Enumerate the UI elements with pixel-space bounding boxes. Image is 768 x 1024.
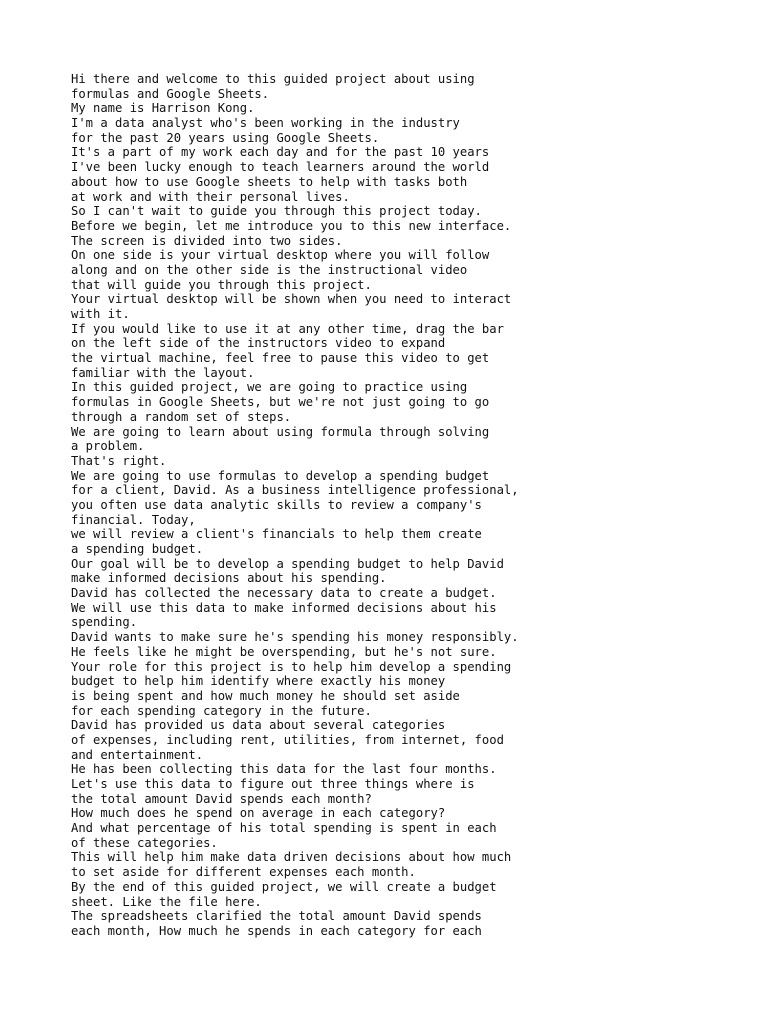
transcript-line: of expenses, including rent, utilities, from internet, food	[71, 732, 504, 747]
transcript-line: formulas and Google Sheets.	[71, 86, 270, 101]
transcript-line: at work and with their personal lives.	[71, 189, 350, 204]
transcript-line: Your virtual desktop will be shown when you need to interact	[71, 292, 512, 307]
transcript-line: Your role for this project is to help him develop a spending	[71, 659, 512, 674]
transcript-line: to set aside for different expenses each month.	[71, 865, 416, 880]
transcript-line: David has provided us data about several categories	[71, 718, 446, 733]
transcript-line: I've been lucky enough to teach learners around the world	[71, 160, 490, 175]
transcript-line: How much does he spend on average in each category?	[71, 806, 446, 821]
transcript-line: budget to help him identify where exactly his money	[71, 674, 446, 689]
transcript-line: formulas in Google Sheets, but we're not just going to go	[71, 395, 490, 410]
transcript-line: through a random set of steps.	[71, 409, 292, 424]
transcript-line: the virtual machine, feel free to pause this video to get	[71, 351, 490, 366]
transcript-line: He feels like he might be overspending, but he's not sure.	[71, 644, 497, 659]
transcript-line: The screen is divided into two sides.	[71, 233, 343, 248]
transcript-line: Our goal will be to develop a spending budget to help David	[71, 556, 504, 571]
transcript-line: is being spent and how much money he should set aside	[71, 688, 460, 703]
transcript-line: My name is Harrison Kong.	[71, 101, 255, 116]
transcript-line: a spending budget.	[71, 542, 204, 556]
transcript-line: Hi there and welcome to this guided project about using	[71, 72, 475, 86]
transcript-line: for a client, David. As a business intelligence professional,	[71, 483, 519, 498]
transcript-line: Before we begin, let me introduce you to this new interface.	[71, 218, 512, 233]
transcript-line: We are going to learn about using formula through solving	[71, 424, 490, 439]
transcript-line: on the left side of the instructors video to expand	[71, 336, 446, 351]
transcript-line: each month, How much he spends in each category for each	[71, 923, 482, 938]
transcript-line: familiar with the layout.	[71, 365, 255, 380]
transcript-line: a problem.	[71, 439, 145, 454]
transcript-line: In this guided project, we are going to practice using	[71, 380, 468, 395]
transcript-line: sheet. Like the file here.	[71, 894, 262, 909]
transcript-line: for each spending category in the future.	[71, 703, 372, 718]
transcript-line: And what percentage of his total spending is spent in each	[71, 821, 497, 836]
transcript-line: we will review a client's financials to help them create	[71, 527, 482, 542]
transcript-line: That's right.	[71, 453, 167, 468]
transcript-line: David has collected the necessary data to create a budget.	[71, 586, 497, 601]
transcript-line: financial. Today,	[71, 512, 196, 527]
transcript-line: for the past 20 years using Google Sheets.	[71, 130, 380, 145]
transcript-line: Let's use this data to figure out three things where is	[71, 777, 475, 791]
transcript-line: So I can't wait to guide you through this project today.	[71, 204, 482, 219]
transcript-line: of these categories.	[71, 835, 218, 850]
transcript-line: and entertainment.	[71, 747, 204, 762]
transcript-line: The spreadsheets clarified the total amount David spends	[71, 909, 482, 924]
transcript-line: you often use data analytic skills to review a company's	[71, 497, 482, 512]
transcript-line: It's a part of my work each day and for the past 10 years	[71, 145, 490, 160]
transcript-line: the total amount David spends each month?	[71, 791, 372, 806]
transcript-line: If you would like to use it at any other time, drag the bar	[71, 321, 504, 336]
transcript-line: that will guide you through this project.	[71, 277, 372, 292]
transcript-line: I'm a data analyst who's been working in the industry	[71, 116, 460, 131]
transcript-line: with it.	[71, 307, 130, 321]
transcript-line: He has been collecting this data for the last four months.	[71, 762, 497, 777]
transcript-line: make informed decisions about his spending.	[71, 571, 387, 586]
transcript-line: This will help him make data driven decisions about how much	[71, 850, 512, 865]
transcript-line: We are going to use formulas to develop a spending budget	[71, 468, 490, 483]
transcript-line: along and on the other side is the instructional video	[71, 262, 468, 277]
transcript-line: spending.	[71, 615, 138, 630]
transcript-line: David wants to make sure he's spending his money responsibly.	[71, 630, 519, 645]
transcript-page	[71, 72, 751, 939]
transcript-line: On one side is your virtual desktop where you will follow	[71, 248, 490, 263]
transcript-line: We will use this data to make informed decisions about his	[71, 600, 497, 615]
transcript-line: By the end of this guided project, we will create a budget	[71, 879, 497, 894]
transcript-line: about how to use Google sheets to help with tasks both	[71, 174, 468, 189]
